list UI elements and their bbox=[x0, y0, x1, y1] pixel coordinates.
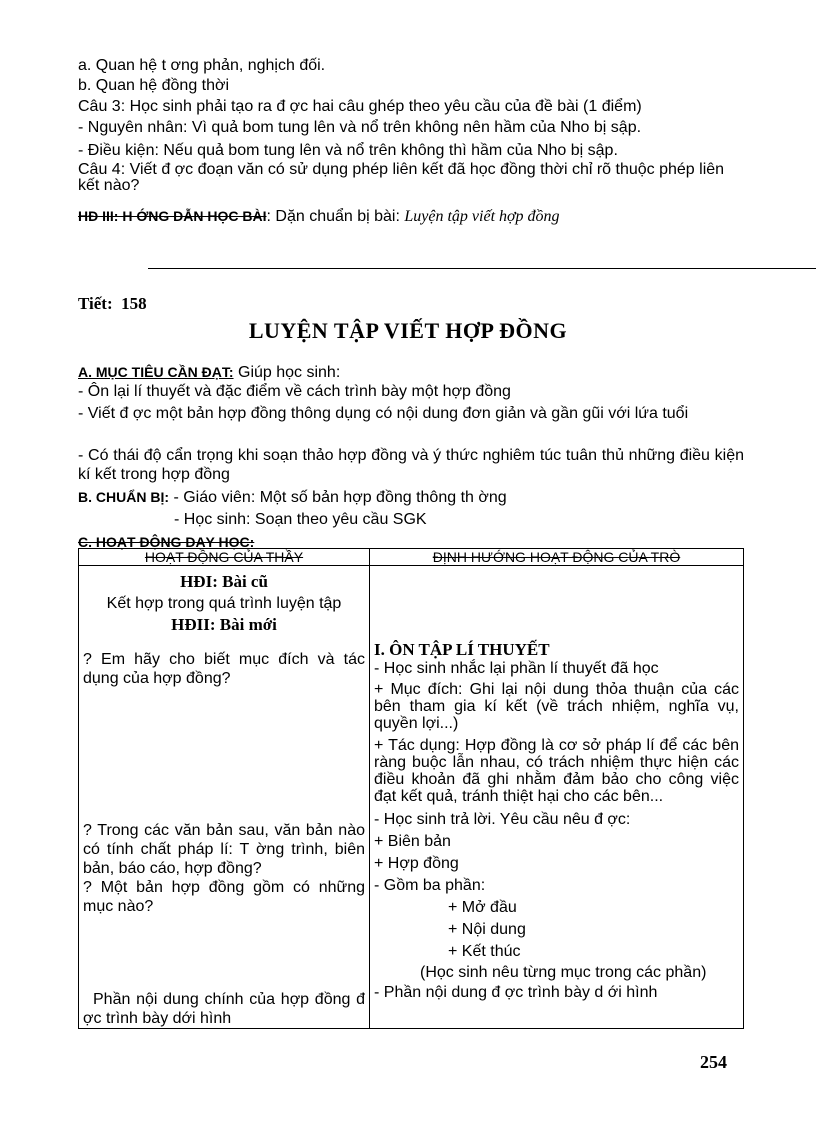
header-teacher: HOẠT ĐỘNG CỦA THẦY bbox=[79, 549, 370, 566]
objective-item: - Có thái độ cẩn trọng khi soạn thảo hợp đồng và ý thức nghiêm túc tuân thủ những điều kiện kí kết trong hợp đồng bbox=[78, 447, 744, 483]
objective-item: - Viết đ ợc một bản hợp đồng thông dụng có nội dung đơn giản và gần gũi với lứa tuổi bbox=[78, 405, 689, 422]
lesson-number bbox=[78, 294, 147, 314]
hd1-heading: HĐI: Bài cũ bbox=[180, 572, 268, 591]
page-number: 254 bbox=[700, 1052, 727, 1072]
question-3: Câu 3: Học sinh phải tạo ra đ ợc hai câu ghép theo yêu cầu của đề bài (1 điểm) bbox=[78, 98, 642, 115]
question-legal: ? Trong các văn bản sau, văn bản nào có tính chất pháp lí: T ờng trình, biên bản, báo cáo, hợp đồng? bbox=[83, 822, 365, 877]
answer-line: - Học sinh trả lời. Yêu cầu nêu đ ợc: bbox=[374, 811, 631, 828]
guidance-line bbox=[78, 206, 560, 227]
page-title: LUYỆN TẬP VIẾT HỢP ĐỒNG bbox=[248, 318, 568, 343]
answer-effect: + Tác dụng: Hợp đồng là cơ sở pháp lí để các bên ràng buộc lẫn nhau, có trách nhiệm thực hiện các điều khoản đã ghi nhằm đảm bảo cho công việc đạt kết quả, tránh thiệt hại cho các bên... bbox=[374, 737, 739, 805]
question-sections: ? Một bản hợp đồng gồm có những mục nào? bbox=[83, 879, 365, 915]
teacher-prep: - Giáo viên: Một số bản hợp đồng thông th ờng bbox=[169, 489, 507, 506]
hd1-text: Kết hợp trong quá trình luyện tập bbox=[106, 595, 342, 612]
student-column bbox=[370, 566, 744, 1029]
answer-line: - Gồm ba phần: bbox=[374, 877, 486, 894]
table-header-row bbox=[79, 549, 744, 566]
table-row bbox=[79, 566, 744, 1029]
preparation-label: B. CHUẨN BỊ: bbox=[78, 489, 169, 505]
objectives-intro: Giúp học sinh: bbox=[233, 364, 341, 381]
student-prep: - Học sinh: Soạn theo yêu cầu SGK bbox=[174, 511, 427, 528]
condition-line: - Điều kiện: Nếu quả bom tung lên và nổ trên không thì hầm của Nho bị sập. bbox=[78, 142, 618, 159]
teacher-column bbox=[79, 566, 370, 1029]
answer-line: + Nội dung bbox=[448, 921, 526, 938]
objective-item: - Ôn lại lí thuyết và đặc điểm về cách trình bày một hợp đồng bbox=[78, 383, 511, 400]
activities-table bbox=[78, 548, 744, 1029]
objectives-heading bbox=[78, 362, 340, 383]
answer-line: + Kết thúc bbox=[448, 943, 521, 960]
guidance-text: : Dặn chuẩn bị bài: bbox=[266, 208, 405, 225]
question-content: Phần nội dung chính của hợp đồng đ ợc trình bày dới hình bbox=[83, 991, 365, 1027]
review-heading: I. ÔN TẬP LÍ THUYẾT bbox=[374, 640, 550, 659]
answer-line: (Học sinh nêu từng mục trong các phần) bbox=[420, 964, 707, 981]
answer-purpose: + Mục đích: Ghi lại nội dung thỏa thuận của các bên tham gia kí kết (về trách nhiệm, nghĩa vụ, quyền lợi...) bbox=[374, 681, 739, 732]
option-b: b. Quan hệ đồng thời bbox=[78, 77, 230, 94]
header-student: ĐỊNH HƯỚNG HOẠT ĐỘNG CỦA TRÒ bbox=[370, 549, 744, 566]
objectives-label: A. MỤC TIÊU CẦN ĐẠT: bbox=[78, 364, 234, 380]
question-purpose: ? Em hãy cho biết mục đích và tác dụng của hợp đồng? bbox=[83, 651, 365, 687]
reason-line: - Nguyên nhân: Vì quả bom tung lên và nổ trên không nên hầm của Nho bị sập. bbox=[78, 119, 642, 136]
guidance-label: HĐ III: H ỚNG DẪN HỌC BÀI bbox=[78, 208, 267, 224]
lesson-label: Tiết: bbox=[78, 294, 113, 313]
guidance-italic: Luyện tập viết hợp đồng bbox=[404, 208, 560, 225]
answer-line: + Mở đầu bbox=[448, 899, 517, 916]
question-4: Câu 4: Viết đ ợc đoạn văn có sử dụng phép liên kết đã học đồng thời chỉ rõ thuộc phép liên kết nào? bbox=[78, 161, 725, 194]
lesson-value: 158 bbox=[121, 294, 147, 313]
preparation-heading bbox=[78, 487, 507, 508]
hd2-heading: HĐII: Bài mới bbox=[171, 615, 277, 634]
answer-line: - Phần nội dung đ ợc trình bày d ới hình bbox=[374, 984, 658, 1001]
answer-line: - Học sinh nhắc lại phần lí thuyết đã học bbox=[374, 660, 659, 677]
answer-line: + Hợp đồng bbox=[374, 855, 459, 872]
answer-line: + Biên bản bbox=[374, 833, 451, 850]
option-a: a. Quan hệ t ơng phản, nghịch đối. bbox=[78, 57, 326, 74]
activities-heading: C. HOẠT ĐỘNG DẠY HỌC: bbox=[78, 534, 255, 550]
divider bbox=[148, 268, 816, 269]
